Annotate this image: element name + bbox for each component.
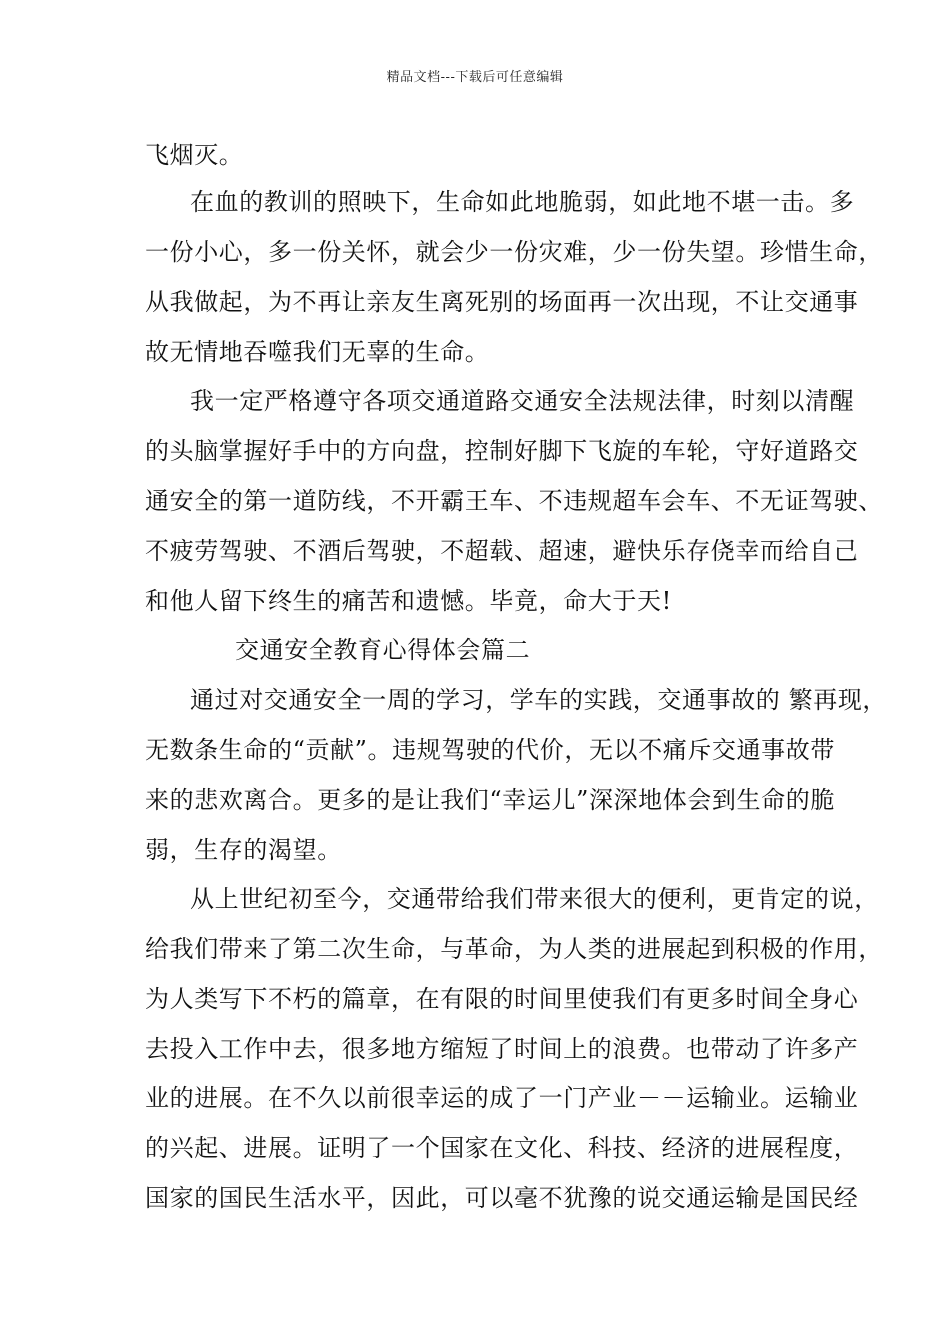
paragraph-line: 无数条生命的“贡献”。违规驾驶的代价，无以不痛斥交通事故带: [145, 736, 835, 764]
paragraph-line: 的头脑掌握好手中的方向盘，控制好脚下飞旋的车轮，守好道路交: [145, 437, 859, 465]
paragraph-line: 为人类写下不朽的篇章，在有限的时间里使我们有更多时间全身心: [145, 985, 859, 1013]
paragraph-line: 业的进展。在不久以前很幸运的成了一门产业－－运输业。运输业: [145, 1084, 859, 1112]
paragraph-line: 飞烟灭。: [145, 141, 244, 169]
paragraph-line: 一份小心，多一份关怀，就会少一份灾难，少一份失望。珍惜生命，: [145, 238, 883, 266]
page-header: 精品文档---下载后可任意编辑: [386, 70, 564, 85]
paragraph-line: 从我做起，为不再让亲友生离死别的场面再一次出现，不让交通事: [145, 288, 859, 316]
paragraph-line: 来的悲欢离合。更多的是让我们“幸运儿”深深地体会到生命的脆: [145, 786, 835, 814]
paragraph-line: 从上世纪初至今，交通带给我们带来很大的便利，更肯定的说，: [190, 885, 879, 913]
paragraph-line: 的兴起、进展。证明了一个国家在文化、科技、经济的进展程度，: [145, 1134, 859, 1162]
paragraph-line: 弱，生存的渴望。: [145, 836, 342, 864]
paragraph-line: 国家的国民生活水平，因此，可以毫不犹豫的说交通运输是国民经: [145, 1184, 859, 1212]
paragraph-line: 和他人留下终生的痛苦和遗憾。毕竟，命大于天!: [145, 587, 672, 615]
paragraph-line: 给我们带来了第二次生命，与革命，为人类的进展起到积极的作用，: [145, 935, 883, 963]
paragraph-line: 在血的教训的照映下，生命如此地脆弱，如此地不堪一击。多: [190, 188, 855, 216]
paragraph-line: 我一定严格遵守各项交通道路交通安全法规法律，时刻以清醒: [190, 387, 855, 415]
paragraph-line: 去投入工作中去，很多地方缩短了时间上的浪费。也带动了许多产: [145, 1035, 859, 1063]
paragraph-line: 不疲劳驾驶、不酒后驾驶，不超载、超速，避快乐存侥幸而给自己: [145, 537, 859, 565]
paragraph-line: 通过对交通安全一周的学习，学车的实践，交通事故的 繁再现，: [190, 686, 888, 714]
section-heading: 交通安全教育心得体会篇二: [235, 636, 531, 664]
paragraph-line: 通安全的第一道防线，不开霸王车、不违规超车会车、不无证驾驶、: [145, 487, 883, 515]
paragraph-line: 故无情地吞噬我们无辜的生命。: [145, 338, 490, 366]
